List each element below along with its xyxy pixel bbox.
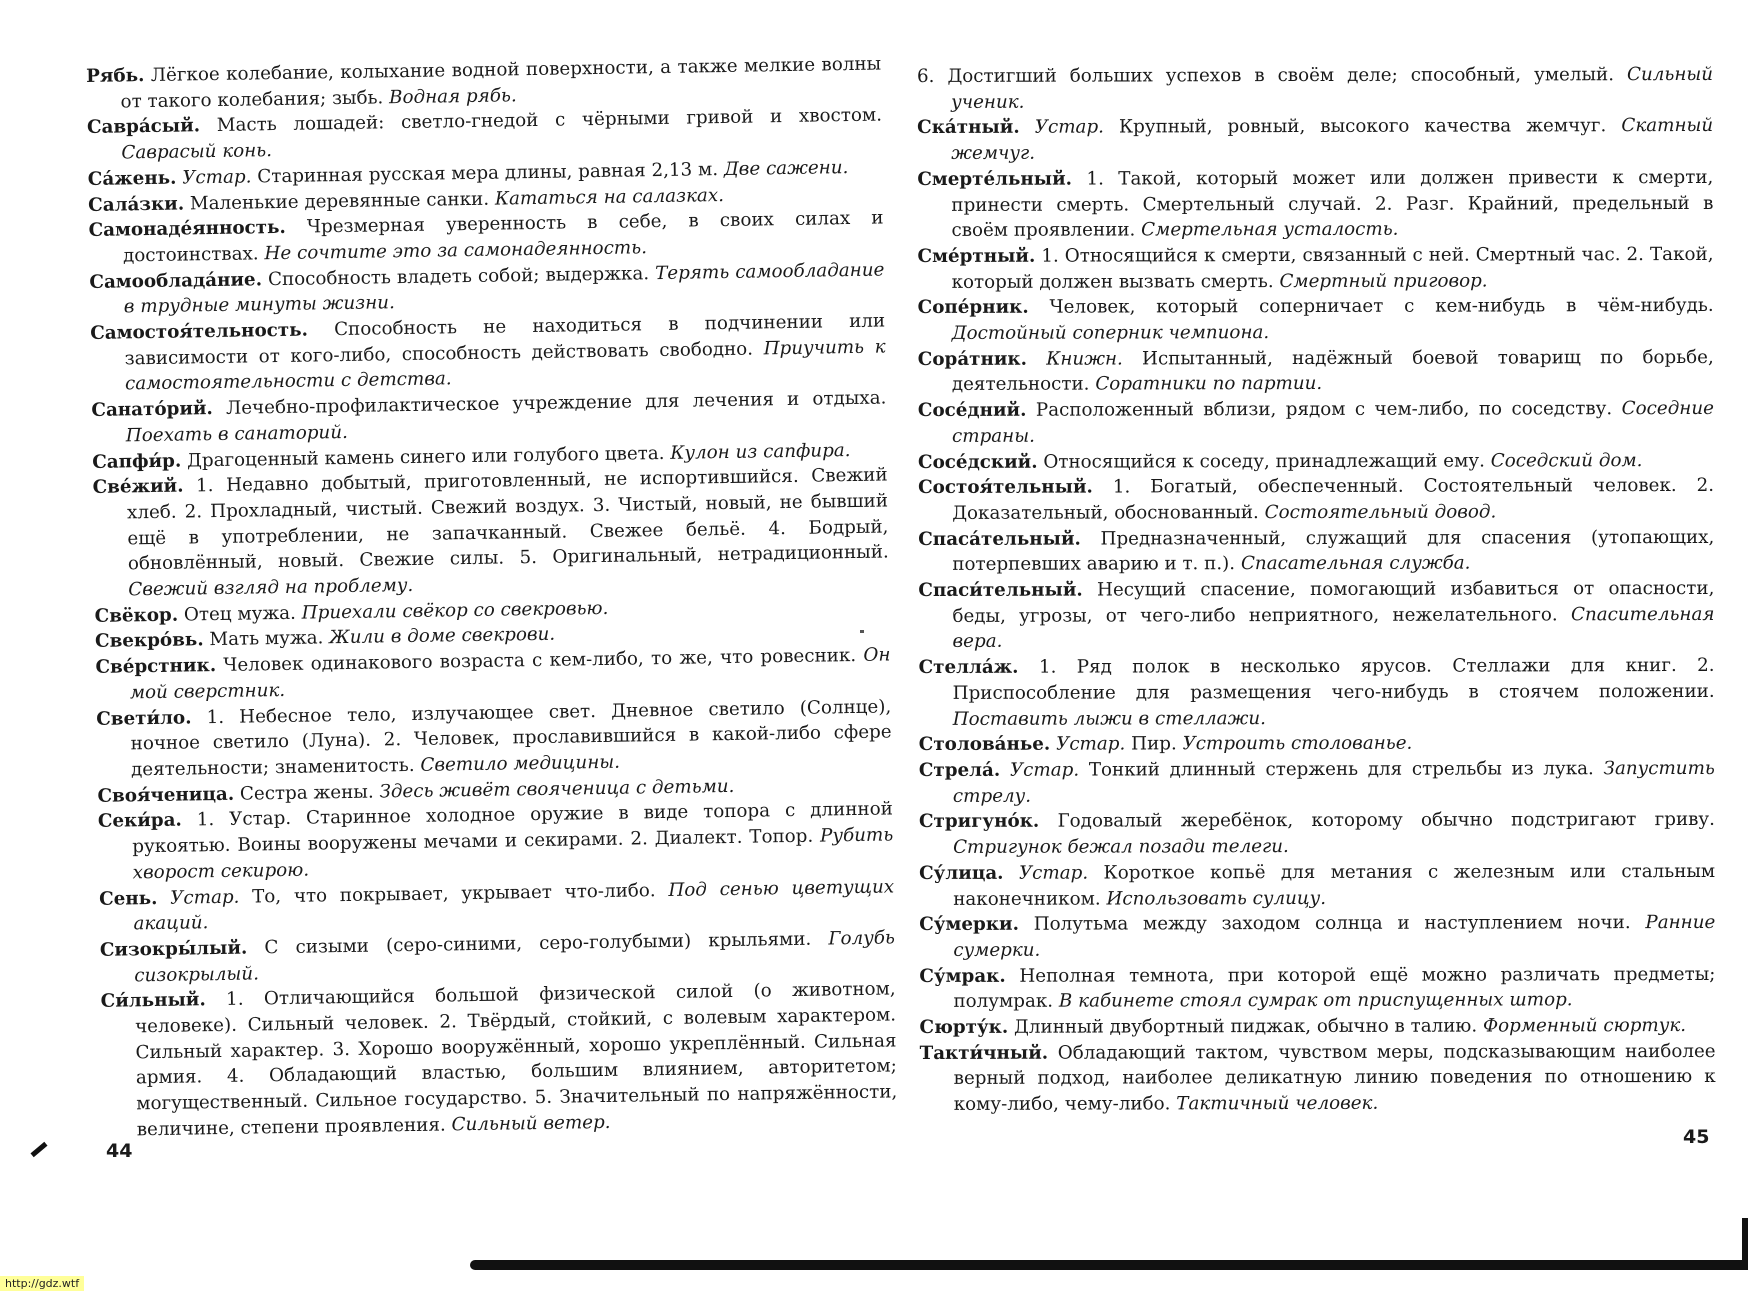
usage-mark: Устар. bbox=[1018, 862, 1089, 884]
headword: Са́жень. bbox=[87, 167, 177, 190]
usage-example: Смертный приговор. bbox=[1279, 270, 1488, 292]
usage-example: Светило медицины. bbox=[420, 751, 621, 776]
definition: Полутьма между заходом солнца и наступлением ночи. bbox=[1033, 912, 1631, 935]
headword: Су́мерки. bbox=[919, 913, 1019, 936]
page-number-right: 45 bbox=[1683, 1126, 1710, 1148]
definition: Предназначенный, служащий для спасения (утопающих, потерпевших аварию и т. п.). bbox=[952, 526, 1715, 576]
usage-example: Поехать в санаторий. bbox=[125, 421, 348, 447]
headword: Сала́зки. bbox=[88, 192, 185, 216]
headword: Све́рстник. bbox=[95, 655, 217, 679]
headword: Сме́ртный. bbox=[917, 245, 1036, 267]
usage-mark: Устар. bbox=[1034, 116, 1104, 139]
definition: Несущий спасение, помогающий избавиться от опасности, беды, угрозы, от чего-либо неприятного, нежелательного. bbox=[952, 577, 1715, 627]
definition: Относящийся к соседу, принадлежащий ему. bbox=[1043, 450, 1485, 473]
headword: Сосе́дский. bbox=[918, 451, 1038, 473]
dictionary-entry bbox=[918, 576, 1714, 655]
usage-example: Ранние сумерки. bbox=[953, 912, 1716, 961]
usage-example: Достойный соперник чемпиона. bbox=[951, 322, 1270, 344]
usage-example: Стригунок бежал позади телеги. bbox=[953, 836, 1289, 859]
usage-example: Устроить столованье. bbox=[1182, 732, 1413, 755]
usage-example: Состоятельный довод. bbox=[1264, 501, 1497, 524]
definition: Обладающий тактом, чувством меры, подсказывающим наиболее верный подход, наиболее деликатную линию поведения по отношению к кому-либо, чему-либо. bbox=[953, 1040, 1716, 1116]
continuation-example: Сильный ученик. bbox=[951, 63, 1714, 113]
headword: Сосе́дний. bbox=[917, 399, 1027, 422]
usage-example: Водная рябь. bbox=[388, 84, 517, 108]
headword: Состоя́тельный. bbox=[918, 476, 1093, 499]
definition: С сизыми (серо-синими, серо-голубыми) крыльями. bbox=[264, 928, 812, 959]
usage-example: Приучить к самостоятельности с детства. bbox=[124, 336, 886, 395]
usage-example: Тактичный человек. bbox=[1176, 1092, 1379, 1115]
usage-example: Не сочтите это за самонадеянность. bbox=[264, 237, 648, 265]
usage-mark: Устар. bbox=[170, 886, 240, 909]
dictionary-entry bbox=[919, 910, 1715, 963]
definition: То, что покрывает, укрывает что-либо. bbox=[251, 879, 656, 907]
dictionary-entry bbox=[919, 730, 1715, 758]
headword: Савра́сый. bbox=[86, 115, 201, 139]
headword: Спаси́тельный. bbox=[918, 579, 1083, 602]
definition: Человек одинакового возраста с кем-либо, то же, что ровесник. bbox=[223, 645, 857, 677]
definition: Сестра жены. bbox=[239, 781, 374, 805]
headword: Сапфи́р. bbox=[92, 450, 182, 473]
definition: 1. Отличающийся большой физической силой (о животном, человеке). Сильный человек. 2. Твёрдый, стойкий, с волевым характером. Сильный характер. 3. Хорошо вооружённый, хорошо укреплённый. Сильная армия. 4. Обладающий властью, большим влиянием, авторитетом; могущественный. Сильное государство. 5. Значительный по напряжённости, величине, степени проявления. bbox=[134, 978, 898, 1141]
headword: Спаса́тельный. bbox=[918, 528, 1081, 550]
headword: Смерте́льный. bbox=[917, 168, 1073, 190]
headword: Санато́рий. bbox=[91, 398, 214, 422]
definition: Лечебно-профилактическое учреждение для лечения и отдыха. bbox=[225, 387, 887, 419]
headword: Секи́ра. bbox=[97, 809, 182, 833]
headword: Стелла́ж. bbox=[918, 656, 1019, 679]
usage-example: Терять самообладание в трудные минуты жизни. bbox=[123, 259, 885, 318]
definition: Длинный двубортный пиджак, обычно в талию. bbox=[1013, 1015, 1478, 1038]
headword: Су́мрак. bbox=[919, 965, 1006, 987]
dictionary-entry bbox=[919, 962, 1715, 1015]
continuation-entry bbox=[917, 62, 1713, 115]
usage-mark: Устар. bbox=[1056, 733, 1126, 755]
headword: Столова́нье. bbox=[918, 733, 1051, 756]
usage-example: Под сенью цветущих акаций. bbox=[133, 875, 895, 935]
dictionary-entry bbox=[917, 242, 1713, 295]
definition: Тонкий длинный стержень для стрельбы из лука. bbox=[1088, 758, 1594, 781]
usage-example: Саврасый конь. bbox=[121, 140, 273, 164]
dictionary-entry bbox=[90, 309, 886, 399]
left-column bbox=[86, 52, 898, 1144]
headword: Стригуно́к. bbox=[918, 811, 1040, 833]
page-number-left: 44 bbox=[106, 1140, 133, 1162]
definition: Масть лошадей: светло-гнедой с чёрными гривой и хвостом. bbox=[216, 104, 883, 137]
headword: Си́льный. bbox=[100, 989, 206, 1013]
usage-example: Спасательная служба. bbox=[1240, 552, 1471, 575]
usage-example: Свежий взгляд на проблему. bbox=[128, 574, 414, 601]
usage-example: Жили в доме свекрови. bbox=[329, 624, 556, 649]
dictionary-entry bbox=[918, 293, 1714, 346]
usage-example: Спасительная вера. bbox=[952, 603, 1715, 653]
definition: Крупный, ровный, высокого качества жемчуг. bbox=[1118, 115, 1607, 138]
usage-example: Две сажени. bbox=[723, 156, 849, 180]
definition: Пир. bbox=[1131, 733, 1177, 755]
headword: Свекро́вь. bbox=[94, 629, 204, 653]
headword: Сизокры́лый. bbox=[99, 937, 248, 961]
headword: Самонаде́янность. bbox=[88, 217, 286, 242]
dictionary-entry bbox=[919, 1013, 1715, 1041]
scan-speck bbox=[860, 630, 864, 633]
dictionary-entry bbox=[918, 396, 1714, 449]
definition: 1. Такой, который может или должен привести к смерти, принести смерть. Смертельный случай. 2. Разг. Крайний, предельный в своём проявлении. bbox=[951, 166, 1714, 242]
headword: Стрела́. bbox=[918, 759, 1001, 781]
definition: Лёгкое колебание, колыхание водной поверхности, а также мелкие волны от такого колебания; зыбь. bbox=[120, 53, 882, 113]
usage-example: Соратники по партии. bbox=[1095, 373, 1323, 395]
usage-example: Форменный сюртук. bbox=[1482, 1015, 1687, 1037]
headword: Сопе́рник. bbox=[917, 297, 1029, 319]
dictionary-entry bbox=[919, 807, 1715, 860]
usage-example: Соседние страны. bbox=[951, 398, 1714, 447]
headword: Своя́ченица. bbox=[97, 783, 235, 807]
definition: 1. Недавно добытый, приготовленный, не испортившийся. Свежий хлеб. 2. Прохладный, чистый. Свежий воздух. 3. Чистый, новый, не бывший ещё в употреблении, не запачканный. Свежее бельё. 4. Бодрый, обновлённый, новый. Свежие силы. 5. Оригинальный, нетрадиционный. bbox=[126, 464, 889, 575]
definition: 1. Богатый, обеспеченный. Состоятельный человек. 2. Доказательный, обоснованный. bbox=[952, 475, 1715, 524]
dictionary-entry bbox=[919, 756, 1715, 809]
definition: Способность не находиться в подчинении или зависимости от кого-либо, способность действовать свободно. bbox=[124, 310, 886, 370]
headword: Свети́ло. bbox=[96, 707, 192, 730]
definition: Драгоценный камень синего или голубого цвета. bbox=[186, 442, 665, 472]
headword: Рябь. bbox=[86, 65, 145, 87]
headword: Ска́тный. bbox=[917, 117, 1020, 139]
definition: 1. Устар. Старинное холодное оружие в виде топора с длинной рукоятью. Воины вооружены мечами и секирами. 2. Диалект. Топор. bbox=[132, 798, 893, 858]
right-page bbox=[877, 0, 1754, 1291]
usage-example: Сильный ветер. bbox=[451, 1111, 611, 1136]
definition: 1. Ряд полок в несколько ярусов. Стеллажи для книг. 2. Приспособление для размещения чего-нибудь в стоячем положении. bbox=[952, 655, 1715, 704]
definition: Отец мужа. bbox=[183, 602, 297, 626]
dictionary-entry bbox=[920, 1039, 1716, 1118]
usage-example: Он мой сверстник. bbox=[129, 644, 891, 704]
definition: 1. Относящийся к смерти, связанный с ней. Смертный час. 2. Такой, который должен вызвать смерть. bbox=[951, 243, 1714, 293]
watermark-link[interactable]: http://gdz.wtf bbox=[0, 1276, 84, 1291]
dictionary-entry bbox=[919, 859, 1715, 912]
definition: Способность владеть собой; выдержка. bbox=[267, 262, 650, 290]
definition: Мать мужа. bbox=[209, 627, 324, 651]
headword: Све́жий. bbox=[92, 475, 184, 499]
continuation-definition: 6. Достигший больших успехов в своём деле; способный, умелый. bbox=[917, 64, 1615, 87]
right-column bbox=[917, 62, 1716, 1118]
usage-example: Рубить хворост секирою. bbox=[132, 824, 894, 884]
headword: Су́лица. bbox=[919, 862, 1004, 884]
scan-edge-line bbox=[470, 1260, 1745, 1270]
headword: Сора́тник. bbox=[917, 348, 1028, 370]
headword: Сюрту́к. bbox=[919, 1016, 1009, 1039]
definition: Маленькие деревянные санки. bbox=[189, 188, 490, 214]
dictionary-entry bbox=[917, 165, 1713, 244]
usage-mark: Устар. bbox=[182, 166, 252, 189]
definition: Короткое копьё для метания с железным или стальным наконечником. bbox=[953, 860, 1716, 910]
definition: Человек, который соперничает с кем-нибудь в чём-нибудь. bbox=[1049, 295, 1714, 318]
usage-mark: Устар. bbox=[1009, 759, 1080, 781]
usage-mark: Книжн. bbox=[1046, 348, 1123, 370]
usage-example: Приехали свёкор со свекровью. bbox=[301, 597, 609, 624]
dictionary-entry bbox=[92, 463, 889, 604]
dictionary-entry bbox=[96, 694, 892, 784]
usage-example: В кабинете стоял сумрак от приспущенных штор. bbox=[1058, 989, 1573, 1012]
dictionary-entry bbox=[918, 525, 1714, 578]
headword: Свёкор. bbox=[94, 604, 179, 627]
definition: Годовалый жеребёнок, которому обычно подстригают гриву. bbox=[1057, 809, 1716, 833]
dictionary-entry bbox=[918, 473, 1714, 526]
usage-example: Скатный жемчуг. bbox=[951, 115, 1714, 165]
dictionary-entry bbox=[917, 113, 1713, 166]
usage-example: Голубь сизокрылый. bbox=[134, 927, 896, 986]
usage-example: Запустить стрелу. bbox=[952, 757, 1715, 807]
dictionary-entry bbox=[98, 797, 894, 887]
headword: Самооблада́ние. bbox=[89, 268, 263, 293]
headword: Такти́чный. bbox=[919, 1042, 1049, 1064]
usage-example: Кулон из сапфира. bbox=[670, 439, 851, 464]
definition: Неполная темнота, при которой ещё можно различать предметы; полумрак. bbox=[953, 963, 1716, 1013]
definition: Чрезмерная уверенность в себе, в своих силах и достоинствах. bbox=[122, 207, 884, 267]
usage-example: Соседский дом. bbox=[1490, 449, 1643, 472]
headword: Самостоя́тельность. bbox=[90, 319, 309, 344]
definition: Расположенный вблизи, рядом с чем-либо, по соседству. bbox=[1035, 398, 1613, 421]
usage-example: Кататься на салазках. bbox=[494, 184, 725, 210]
dictionary-entry bbox=[918, 447, 1714, 475]
usage-example: Здесь живёт свояченица с детьми. bbox=[379, 775, 735, 803]
dictionary-entry bbox=[101, 977, 898, 1144]
usage-example: Использовать сулицу. bbox=[1106, 887, 1327, 910]
definition: 1. Небесное тело, излучающее свет. Дневное светило (Солнце), ночное светило (Луна). 2. Человек, прославившийся в какой-либо сфере деятельности; знаменитость. bbox=[130, 696, 892, 781]
dictionary-entry bbox=[918, 345, 1714, 398]
usage-example: Поставить лыжи в стеллажи. bbox=[952, 707, 1266, 730]
headword: Сень. bbox=[98, 887, 158, 910]
definition: Испытанный, надёжный боевой товарищ по борьбе, деятельности. bbox=[951, 346, 1714, 396]
definition: Старинная русская мера длины, равная 2,13 м. bbox=[257, 158, 719, 188]
usage-example: Смертельная усталость. bbox=[1141, 218, 1399, 241]
dictionary-entry bbox=[919, 653, 1715, 732]
scan-edge-corner bbox=[1742, 1218, 1748, 1270]
